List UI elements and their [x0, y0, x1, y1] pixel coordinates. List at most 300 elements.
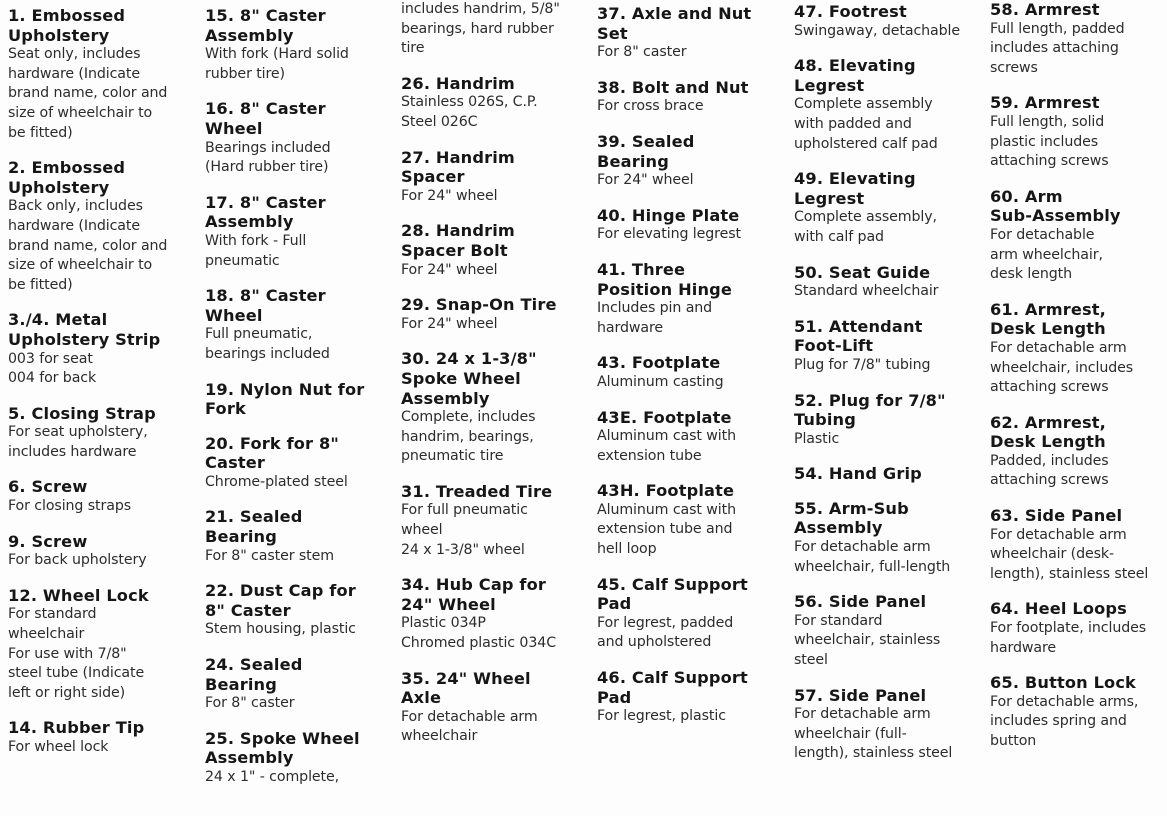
part-description-line: Bearings included — [205, 139, 331, 156]
part-item — [990, 673, 1167, 751]
part-description — [794, 95, 982, 154]
part-title-line: 49. Elevating — [794, 169, 916, 189]
part-description-line: extension tube and — [597, 521, 733, 538]
part-title — [205, 286, 393, 325]
part-description-line: be fitted) — [8, 124, 73, 141]
part-item — [597, 353, 785, 392]
part-description-line: be fitted) — [8, 276, 73, 293]
part-item — [205, 380, 393, 419]
part-title — [205, 434, 393, 473]
part-description-line: For detachable arms, — [990, 693, 1139, 710]
part-description-line: Includes pin and — [597, 300, 713, 317]
part-title-line: 29. Snap-On Tire — [401, 295, 557, 315]
part-description-line: 24 x 1" - complete, — [205, 769, 340, 785]
part-title — [794, 56, 982, 95]
part-item — [8, 404, 194, 463]
part-title — [205, 507, 393, 546]
part-description — [401, 614, 589, 653]
part-title — [597, 668, 785, 707]
part-title — [205, 6, 393, 45]
part-description-line: Swingaway, detachable — [794, 22, 961, 39]
part-description-line: includes attaching — [990, 40, 1119, 57]
part-description — [8, 738, 194, 758]
part-description — [990, 693, 1167, 752]
part-item — [8, 310, 194, 388]
part-title-line: Assembly — [205, 212, 294, 232]
part-title-line: 19. Nylon Nut for — [205, 379, 365, 399]
part-description-line: Complete assembly — [794, 96, 933, 113]
part-description-line: For 8" caster — [597, 44, 687, 61]
part-title — [597, 132, 785, 171]
part-title — [597, 575, 785, 614]
part-item — [401, 669, 589, 747]
part-description-line: For elevating legrest — [597, 226, 741, 243]
part-description-line: For 24" wheel — [401, 315, 498, 332]
part-description — [597, 299, 785, 338]
part-description-line: Full length, padded — [990, 20, 1125, 37]
part-item — [8, 586, 194, 704]
parts-column-6 — [990, 0, 1167, 767]
parts-column-2 — [205, 6, 393, 803]
part-description — [8, 197, 194, 295]
part-description-line: Back only, includes — [8, 198, 143, 215]
part-title-line: 65. Button Lock — [990, 673, 1136, 693]
part-description-line: Standard wheelchair — [794, 283, 939, 300]
part-title-line: Desk Length — [990, 432, 1106, 452]
part-title-line: 35. 24" Wheel — [401, 668, 531, 688]
part-description — [794, 705, 982, 764]
part-description-line: For back upholstery — [8, 552, 147, 569]
part-description — [8, 551, 194, 571]
part-item — [401, 148, 589, 207]
part-item — [990, 506, 1167, 584]
part-item — [401, 295, 589, 334]
part-item — [990, 300, 1167, 398]
part-description-line: tire — [401, 40, 425, 57]
part-description-line: For 24" wheel — [597, 172, 694, 189]
part-description-line: includes handrim, 5/8" — [401, 1, 560, 17]
part-title — [205, 193, 393, 232]
part-item — [401, 221, 589, 280]
part-description-line: pneumatic — [205, 252, 280, 269]
part-description-line: 24 x 1-3/8" wheel — [401, 541, 525, 558]
part-title-line: Position Hinge — [597, 279, 733, 299]
part-item — [205, 507, 393, 566]
part-title-line: 58. Armrest — [990, 0, 1100, 19]
part-description-line: wheel — [401, 522, 443, 539]
part-title-line: 1. Embossed — [8, 6, 126, 25]
part-description — [401, 708, 589, 747]
part-item — [990, 0, 1167, 78]
part-description — [401, 187, 589, 207]
part-title-line: Bearing — [205, 527, 277, 547]
part-item — [205, 434, 393, 493]
part-title-line: 24" Wheel — [401, 594, 496, 614]
part-description-line: For 8" caster — [205, 695, 295, 712]
part-description-line: wheelchair, full-length — [794, 558, 951, 575]
part-title-line: 41. Three — [597, 259, 686, 279]
part-description — [990, 113, 1167, 172]
part-title-line: 60. Arm — [990, 186, 1063, 206]
part-description-line: handrim, bearings, — [401, 428, 534, 445]
part-description — [990, 526, 1167, 585]
part-title — [8, 532, 194, 552]
part-item — [597, 575, 785, 653]
part-description — [990, 452, 1167, 491]
part-description — [205, 694, 393, 714]
part-description — [401, 0, 589, 59]
part-description — [205, 232, 393, 271]
part-description-line: arm wheelchair, — [990, 246, 1103, 263]
part-description-line: For detachable arm — [990, 339, 1127, 356]
part-item — [8, 477, 194, 516]
part-title — [794, 317, 982, 356]
part-description — [205, 325, 393, 364]
part-description-line: upholstered calf pad — [794, 135, 938, 152]
part-description-line: bearings, hard rubber — [401, 20, 554, 37]
part-item — [205, 286, 393, 364]
part-description-line: screws — [990, 59, 1038, 76]
part-title — [401, 482, 589, 502]
part-description — [8, 497, 194, 517]
part-item — [401, 349, 589, 467]
part-item — [597, 668, 785, 727]
part-description-line: Seat only, includes — [8, 46, 141, 63]
part-item — [8, 158, 194, 295]
part-description — [597, 225, 785, 245]
part-title — [597, 4, 785, 43]
part-title — [794, 499, 982, 538]
part-title-line: Wheel — [205, 305, 263, 325]
part-description — [205, 45, 393, 84]
part-title-line: 54. Hand Grip — [794, 464, 922, 484]
part-title-line: 40. Hinge Plate — [597, 205, 740, 225]
part-description-line: Aluminum cast with — [597, 501, 736, 518]
part-description — [205, 768, 393, 788]
part-title-line: Pad — [597, 594, 632, 614]
part-description — [597, 707, 785, 727]
part-item — [794, 464, 982, 484]
part-description-line: (Hard rubber tire) — [205, 159, 329, 176]
part-item — [794, 56, 982, 154]
part-title-line: 56. Side Panel — [794, 592, 927, 612]
part-title-line: 15. 8" Caster — [205, 6, 326, 25]
parts-column-3 — [401, 0, 589, 762]
part-description-line: For closing straps — [8, 498, 132, 515]
part-title-line: Assembly — [205, 748, 294, 768]
part-title-line: 22. Dust Cap for — [205, 581, 356, 601]
part-title-line: 52. Plug for 7/8" — [794, 390, 946, 410]
part-title — [205, 581, 393, 620]
part-description — [990, 619, 1167, 658]
part-description — [990, 226, 1167, 285]
part-item — [597, 206, 785, 245]
part-description-line: size of wheelchair to — [8, 104, 153, 121]
part-title-line: Legrest — [794, 188, 865, 208]
part-title-line: 2. Embossed — [8, 158, 126, 178]
part-item — [205, 99, 393, 177]
part-title-line: 38. Bolt and Nut — [597, 77, 749, 97]
part-title — [990, 673, 1167, 693]
part-description-line: For 24" wheel — [401, 187, 498, 204]
part-title-line: 30. 24 x 1-3/8" — [401, 349, 537, 369]
part-title-line: 55. Arm-Sub — [794, 498, 909, 518]
part-description — [8, 605, 194, 703]
part-title — [990, 187, 1167, 226]
part-item — [990, 93, 1167, 171]
part-description-line: For legrest, plastic — [597, 708, 726, 725]
part-description — [794, 282, 982, 302]
part-title-line: Bearing — [205, 674, 277, 694]
part-title — [205, 99, 393, 138]
part-item — [794, 592, 982, 670]
part-item — [8, 6, 194, 143]
part-title-line: 45. Calf Support — [597, 574, 748, 594]
part-description-line: For seat upholstery, — [8, 424, 148, 441]
part-title-line: 43H. Footplate — [597, 481, 735, 501]
part-title — [8, 718, 194, 738]
part-description — [205, 473, 393, 493]
part-item — [990, 413, 1167, 491]
part-title-line: Fork — [205, 399, 246, 419]
part-item — [205, 6, 393, 84]
part-title-line: 6. Screw — [8, 477, 88, 497]
part-description-line: hardware (Indicate — [8, 65, 140, 82]
part-title-line: 51. Attendant — [794, 316, 923, 336]
part-description-line: Stem housing, plastic — [205, 621, 356, 638]
part-title-line: Bearing — [597, 151, 669, 171]
part-title — [205, 380, 393, 419]
part-description-line: For detachable arm — [990, 526, 1127, 543]
parts-column-1 — [8, 6, 194, 773]
part-description-line: pneumatic tire — [401, 448, 504, 465]
part-description-line: hell loop — [597, 541, 657, 558]
part-title-line: 34. Hub Cap for — [401, 575, 547, 595]
part-title — [990, 300, 1167, 339]
part-title-line: 50. Seat Guide — [794, 262, 931, 282]
part-description-line: For footplate, includes — [990, 620, 1147, 637]
part-title — [990, 413, 1167, 452]
part-title — [597, 78, 785, 98]
part-description-line: plastic includes — [990, 133, 1099, 150]
part-item — [794, 686, 982, 764]
part-description-line: and upholstered — [597, 634, 712, 651]
part-item — [597, 481, 785, 559]
part-item — [794, 169, 982, 247]
part-description-line: With fork - Full — [205, 232, 307, 249]
part-description-line: hardware (Indicate — [8, 217, 140, 234]
part-title — [8, 6, 194, 45]
part-title — [401, 221, 589, 260]
part-description-line: wheelchair, stainless — [794, 632, 941, 649]
part-title-line: Caster — [205, 453, 266, 473]
part-title-line: Tubing — [794, 410, 856, 430]
parts-column-4 — [597, 4, 785, 742]
part-title — [401, 669, 589, 708]
part-title — [990, 506, 1167, 526]
part-item — [597, 78, 785, 117]
part-description — [205, 547, 393, 567]
part-description — [794, 22, 982, 42]
part-description — [794, 356, 982, 376]
part-description-line: length), stainless steel — [794, 745, 953, 762]
part-title-line: 62. Armrest, — [990, 412, 1106, 432]
part-item — [401, 74, 589, 133]
part-description — [597, 501, 785, 560]
part-title-line: 61. Armrest, — [990, 299, 1106, 319]
part-description — [8, 350, 194, 389]
part-title — [8, 477, 194, 497]
part-title — [8, 310, 194, 349]
part-item — [794, 391, 982, 450]
part-title-line: 14. Rubber Tip — [8, 718, 145, 738]
part-description — [205, 620, 393, 640]
part-description — [401, 261, 589, 281]
part-title — [794, 686, 982, 706]
part-title — [794, 2, 982, 22]
part-description-line: includes spring and — [990, 713, 1127, 730]
part-description — [794, 208, 982, 247]
part-item — [794, 263, 982, 302]
part-description-line: Plug for 7/8" tubing — [794, 356, 931, 373]
part-title-line: 57. Side Panel — [794, 685, 927, 705]
part-title-line: 28. Handrim — [401, 221, 515, 241]
part-description-line: wheelchair (full- — [794, 725, 907, 742]
part-description-line: For standard — [8, 606, 97, 623]
part-title — [794, 592, 982, 612]
part-item — [401, 0, 589, 59]
part-title — [205, 729, 393, 768]
part-description — [401, 315, 589, 335]
part-description — [597, 373, 785, 393]
part-description-line: with calf pad — [794, 228, 884, 245]
part-description-line: rubber tire) — [205, 65, 285, 82]
part-title-line: 43E. Footplate — [597, 407, 732, 427]
part-description-line: Full length, solid — [990, 113, 1105, 130]
part-title-line: 63. Side Panel — [990, 506, 1123, 526]
part-title-line: 8" Caster — [205, 600, 291, 620]
part-description-line: Full pneumatic, — [205, 326, 313, 343]
part-description-line: For full pneumatic — [401, 502, 528, 519]
part-description — [401, 501, 589, 560]
part-description-line: button — [990, 733, 1037, 749]
part-title — [401, 148, 589, 187]
part-description-line: With fork (Hard solid — [205, 46, 349, 63]
part-description-line: Chrome-plated steel — [205, 473, 348, 490]
part-description-line: Plastic 034P — [401, 615, 486, 632]
part-description-line: Aluminum cast with — [597, 428, 736, 445]
part-title — [794, 391, 982, 430]
part-description-line: wheelchair — [8, 626, 85, 643]
part-title — [990, 599, 1167, 619]
part-description-line: wheelchair — [401, 728, 478, 745]
part-description-line: For 8" caster stem — [205, 547, 334, 564]
part-title-line: 26. Handrim — [401, 73, 515, 93]
part-title-line: 3./4. Metal — [8, 310, 108, 330]
part-description-line: For wheel lock — [8, 739, 109, 755]
part-title-line: Upholstery — [8, 25, 110, 45]
part-title-line: Foot-Lift — [794, 336, 874, 356]
part-item — [794, 2, 982, 41]
part-description-line: attaching screws — [990, 379, 1109, 396]
part-item — [401, 575, 589, 653]
part-description-line: hardware — [990, 639, 1057, 656]
part-title-line: 59. Armrest — [990, 93, 1100, 113]
part-title — [597, 206, 785, 226]
parts-column-5 — [794, 2, 982, 779]
part-item — [205, 581, 393, 640]
part-description-line: wheelchair (desk- — [990, 546, 1115, 563]
part-title-line: Axle — [401, 688, 442, 708]
part-title — [401, 575, 589, 614]
part-title-line: Spoke Wheel — [401, 368, 521, 388]
part-description-line: Complete assembly, — [794, 209, 937, 226]
part-title-line: 16. 8" Caster — [205, 99, 326, 119]
part-description-line: bearings included — [205, 345, 330, 362]
part-title-line: 48. Elevating — [794, 56, 916, 76]
part-description — [205, 139, 393, 178]
part-title-line: 17. 8" Caster — [205, 192, 326, 212]
part-description-line: For cross brace — [597, 98, 704, 115]
part-description-line: For detachable — [990, 226, 1095, 243]
part-title-line: 12. Wheel Lock — [8, 585, 149, 605]
part-description — [401, 408, 589, 467]
part-item — [597, 132, 785, 191]
part-description-line: brand name, color and — [8, 85, 168, 102]
part-title — [401, 74, 589, 94]
part-title-line: Spacer — [401, 167, 465, 187]
part-title — [8, 586, 194, 606]
part-title — [401, 295, 589, 315]
part-item — [8, 532, 194, 571]
part-item — [205, 729, 393, 788]
part-title — [401, 349, 589, 408]
part-title-line: 27. Handrim — [401, 147, 515, 167]
part-item — [205, 655, 393, 714]
part-title — [794, 169, 982, 208]
part-item — [794, 317, 982, 376]
part-title-line: 31. Treaded Tire — [401, 481, 553, 501]
part-description-line: Padded, includes — [990, 452, 1109, 469]
part-title-line: 9. Screw — [8, 531, 88, 551]
part-title — [990, 93, 1167, 113]
part-title-line: Wheel — [205, 118, 263, 138]
part-description-line: 003 for seat — [8, 350, 93, 367]
part-title — [8, 158, 194, 197]
part-title-line: Desk Length — [990, 319, 1106, 339]
part-title-line: Set — [597, 23, 628, 43]
part-title-line: Assembly — [401, 388, 490, 408]
part-description-line: For standard — [794, 612, 883, 629]
part-description-line: For detachable arm — [794, 539, 931, 556]
part-title-line: 37. Axle and Nut — [597, 4, 752, 23]
part-item — [401, 482, 589, 560]
part-description-line: left or right side) — [8, 684, 126, 701]
part-title — [205, 655, 393, 694]
part-description — [990, 20, 1167, 79]
part-item — [8, 718, 194, 757]
part-description-line: For detachable arm — [401, 708, 538, 725]
part-item — [597, 260, 785, 338]
part-description-line: steel tube (Indicate — [8, 665, 145, 682]
part-description-line: For use with 7/8" — [8, 645, 127, 662]
part-description — [794, 612, 982, 671]
part-title-line: 24. Sealed — [205, 655, 303, 675]
part-title — [597, 408, 785, 428]
part-item — [205, 193, 393, 271]
part-title-line: 18. 8" Caster — [205, 286, 326, 306]
part-description — [794, 430, 982, 450]
